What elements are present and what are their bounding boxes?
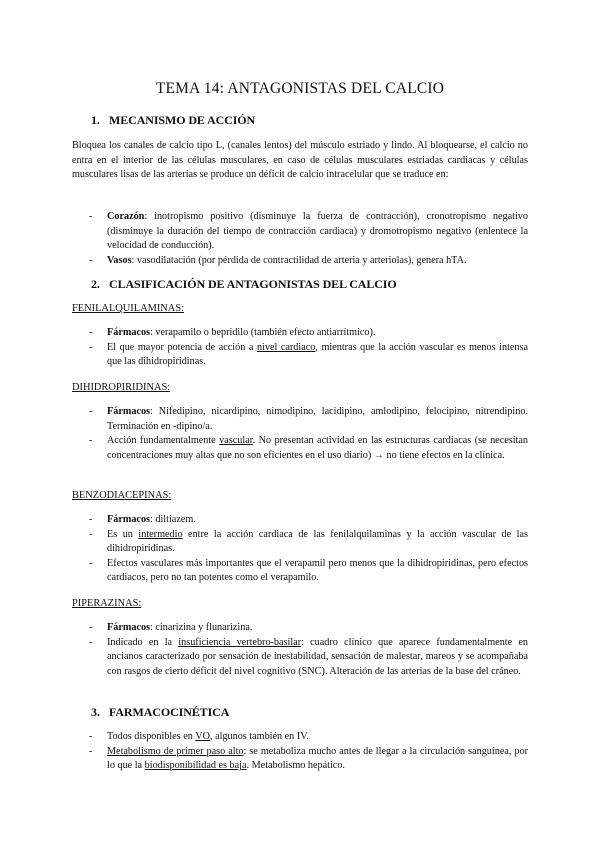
list-mecanismo	[72, 210, 528, 268]
list-item	[72, 405, 528, 434]
item-text: Todos disponibles en	[107, 731, 196, 742]
list-farmacocinetica	[72, 730, 528, 774]
list-piperazinas	[72, 621, 528, 679]
item-text: , algunos también en IV.	[209, 731, 309, 742]
item-label: Fármacos	[107, 514, 150, 525]
list-item	[72, 745, 528, 774]
item-text: entre la acción cardiaca de las fenilalquilaminas y la acción vascular de las dihidropiridinas.	[107, 528, 529, 555]
item-text: : verapamilo o bepridilo (también efecto antiarrítmico).	[150, 327, 376, 338]
subheading-dihidropiridinas	[72, 381, 170, 396]
item-underlined: VO	[195, 731, 210, 742]
item-text: . Metabolismo hepático.	[246, 760, 345, 772]
subheading-text: BENZODIACEPINAS	[72, 490, 169, 501]
item-label: Fármacos	[107, 327, 150, 338]
item-label: Corazón	[107, 211, 145, 222]
item-text: : cinarizina y flunarizina.	[150, 622, 253, 633]
subheading-piperazinas	[72, 597, 141, 612]
list-item	[72, 326, 528, 341]
item-text: : Nifedipino, nicardipino, nimodipino, lacidipino, amlodipino, felocipino, nitrendipino. Terminación en -dipino/a.	[107, 406, 528, 432]
section-heading-farmacocinetica	[91, 705, 229, 720]
list-item	[72, 621, 528, 636]
list-item	[72, 528, 528, 557]
item-text: : diltiazem.	[150, 514, 196, 525]
item-underlined: nivel cardiaco	[256, 341, 316, 353]
subheading-text: PIPERAZINAS	[72, 598, 139, 609]
item-label: Fármacos	[107, 622, 150, 633]
list-item	[72, 254, 528, 269]
section-number: 2.	[91, 277, 100, 291]
item-underlined: biodisponibilidad es baja	[144, 760, 247, 772]
list-item	[72, 341, 528, 370]
item-text: El que mayor potencia de acción a	[107, 341, 257, 353]
item-text: Es un	[107, 528, 139, 540]
subheading-benzodiacepinas	[72, 489, 171, 504]
item-text: . No presentan actividad en las estructuras cardiacas (se necesitan concentraciones muy altas que no son eficientes en el uso diario) → no tiene efectos en la clínica.	[107, 435, 528, 461]
list-item	[72, 210, 528, 254]
subheading-colon: :	[181, 303, 184, 314]
item-underlined: vascular	[219, 435, 253, 447]
list-dihidropiridinas	[72, 405, 528, 463]
section-number: 1.	[91, 113, 100, 127]
list-item: - Efectos vasculares más importantes que el verapamil pero menos que la dihidropiridinas, pero efectos cardiacos, pero no tan potentes como el verapamilo.	[72, 557, 528, 586]
subheading-colon: :	[167, 382, 171, 393]
section-title: CLASIFICACIÓN DE ANTAGONISTAS DEL CALCIO	[109, 277, 397, 291]
item-text: : vasodilatación (por pérdida de contractilidad de arteria y arteriolas), genera hTA.	[131, 254, 467, 266]
list-item	[72, 730, 528, 745]
section-title: FARMACOCINÉTICA	[109, 705, 230, 719]
section-heading-mecanismo	[91, 113, 255, 128]
subheading-fenilalquilaminas	[72, 302, 184, 317]
item-text: : se metaboliza mucho antes de llegar a la circulación sanguínea, por lo que la	[107, 745, 528, 772]
paragraph-intro: Bloquea los canales de calcio tipo L, (canales lentos) del músculo estriado y lindo. Al bloquearse, el calcio no entra en el interior de las células musculares, en caso de células musculares estriadas cardiacas y células musculares lisas de las arterias se produce un déficit de calcio intracelular que se traduce en:	[72, 140, 528, 181]
item-underlined: intermedio	[138, 528, 183, 540]
list-item	[72, 434, 528, 463]
section-title: MECANISMO DE ACCIÓN	[109, 113, 256, 127]
subheading-colon: :	[168, 490, 172, 501]
subheading-text: DIHIDROPIRIDINAS	[72, 382, 168, 393]
item-text: : cuadro clínico que aparece fundamentalmente en ancianos caracterizado por sensación de inestabilidad, sensación de malestar, mareos y se acompañaba con rasgos de cierto déficit del nivel cognitivo (SNC). Alteración de las arterias de la base del cráneo.	[107, 636, 528, 677]
item-underlined: Metabolismo de primer paso alto	[107, 745, 244, 757]
subheading-text: FENILALQUILAMINAS	[72, 303, 182, 314]
list-benzodiacepinas	[72, 513, 528, 586]
item-text: , mientras que la acción vascular es menos intensa que las dihidropiridinas.	[107, 341, 528, 368]
section-heading-clasificacion	[91, 277, 397, 292]
subheading-colon: :	[138, 598, 142, 609]
item-text: Acción fundamentalmente	[107, 435, 220, 447]
page-title: TEMA 14: ANTAGONISTAS DEL CALCIO	[155, 80, 445, 97]
item-text: Indicado en la	[107, 636, 179, 648]
section-number: 3.	[91, 705, 100, 719]
item-label: Fármacos	[107, 406, 150, 417]
list-fenilalquilaminas	[72, 326, 528, 370]
item-label: Vasos	[107, 254, 132, 266]
list-item	[72, 636, 528, 680]
item-underlined: insuficiencia vertebro-basilar	[178, 636, 302, 648]
list-item	[72, 513, 528, 528]
item-text: : inotropismo positivo (disminuye la fuerza de contracción), cronotropismo negativo (disminuye la duración del tiempo de contracción cardiaca) y dromotropismo negativo (enlentece la velocidad de conducción).	[107, 211, 528, 252]
